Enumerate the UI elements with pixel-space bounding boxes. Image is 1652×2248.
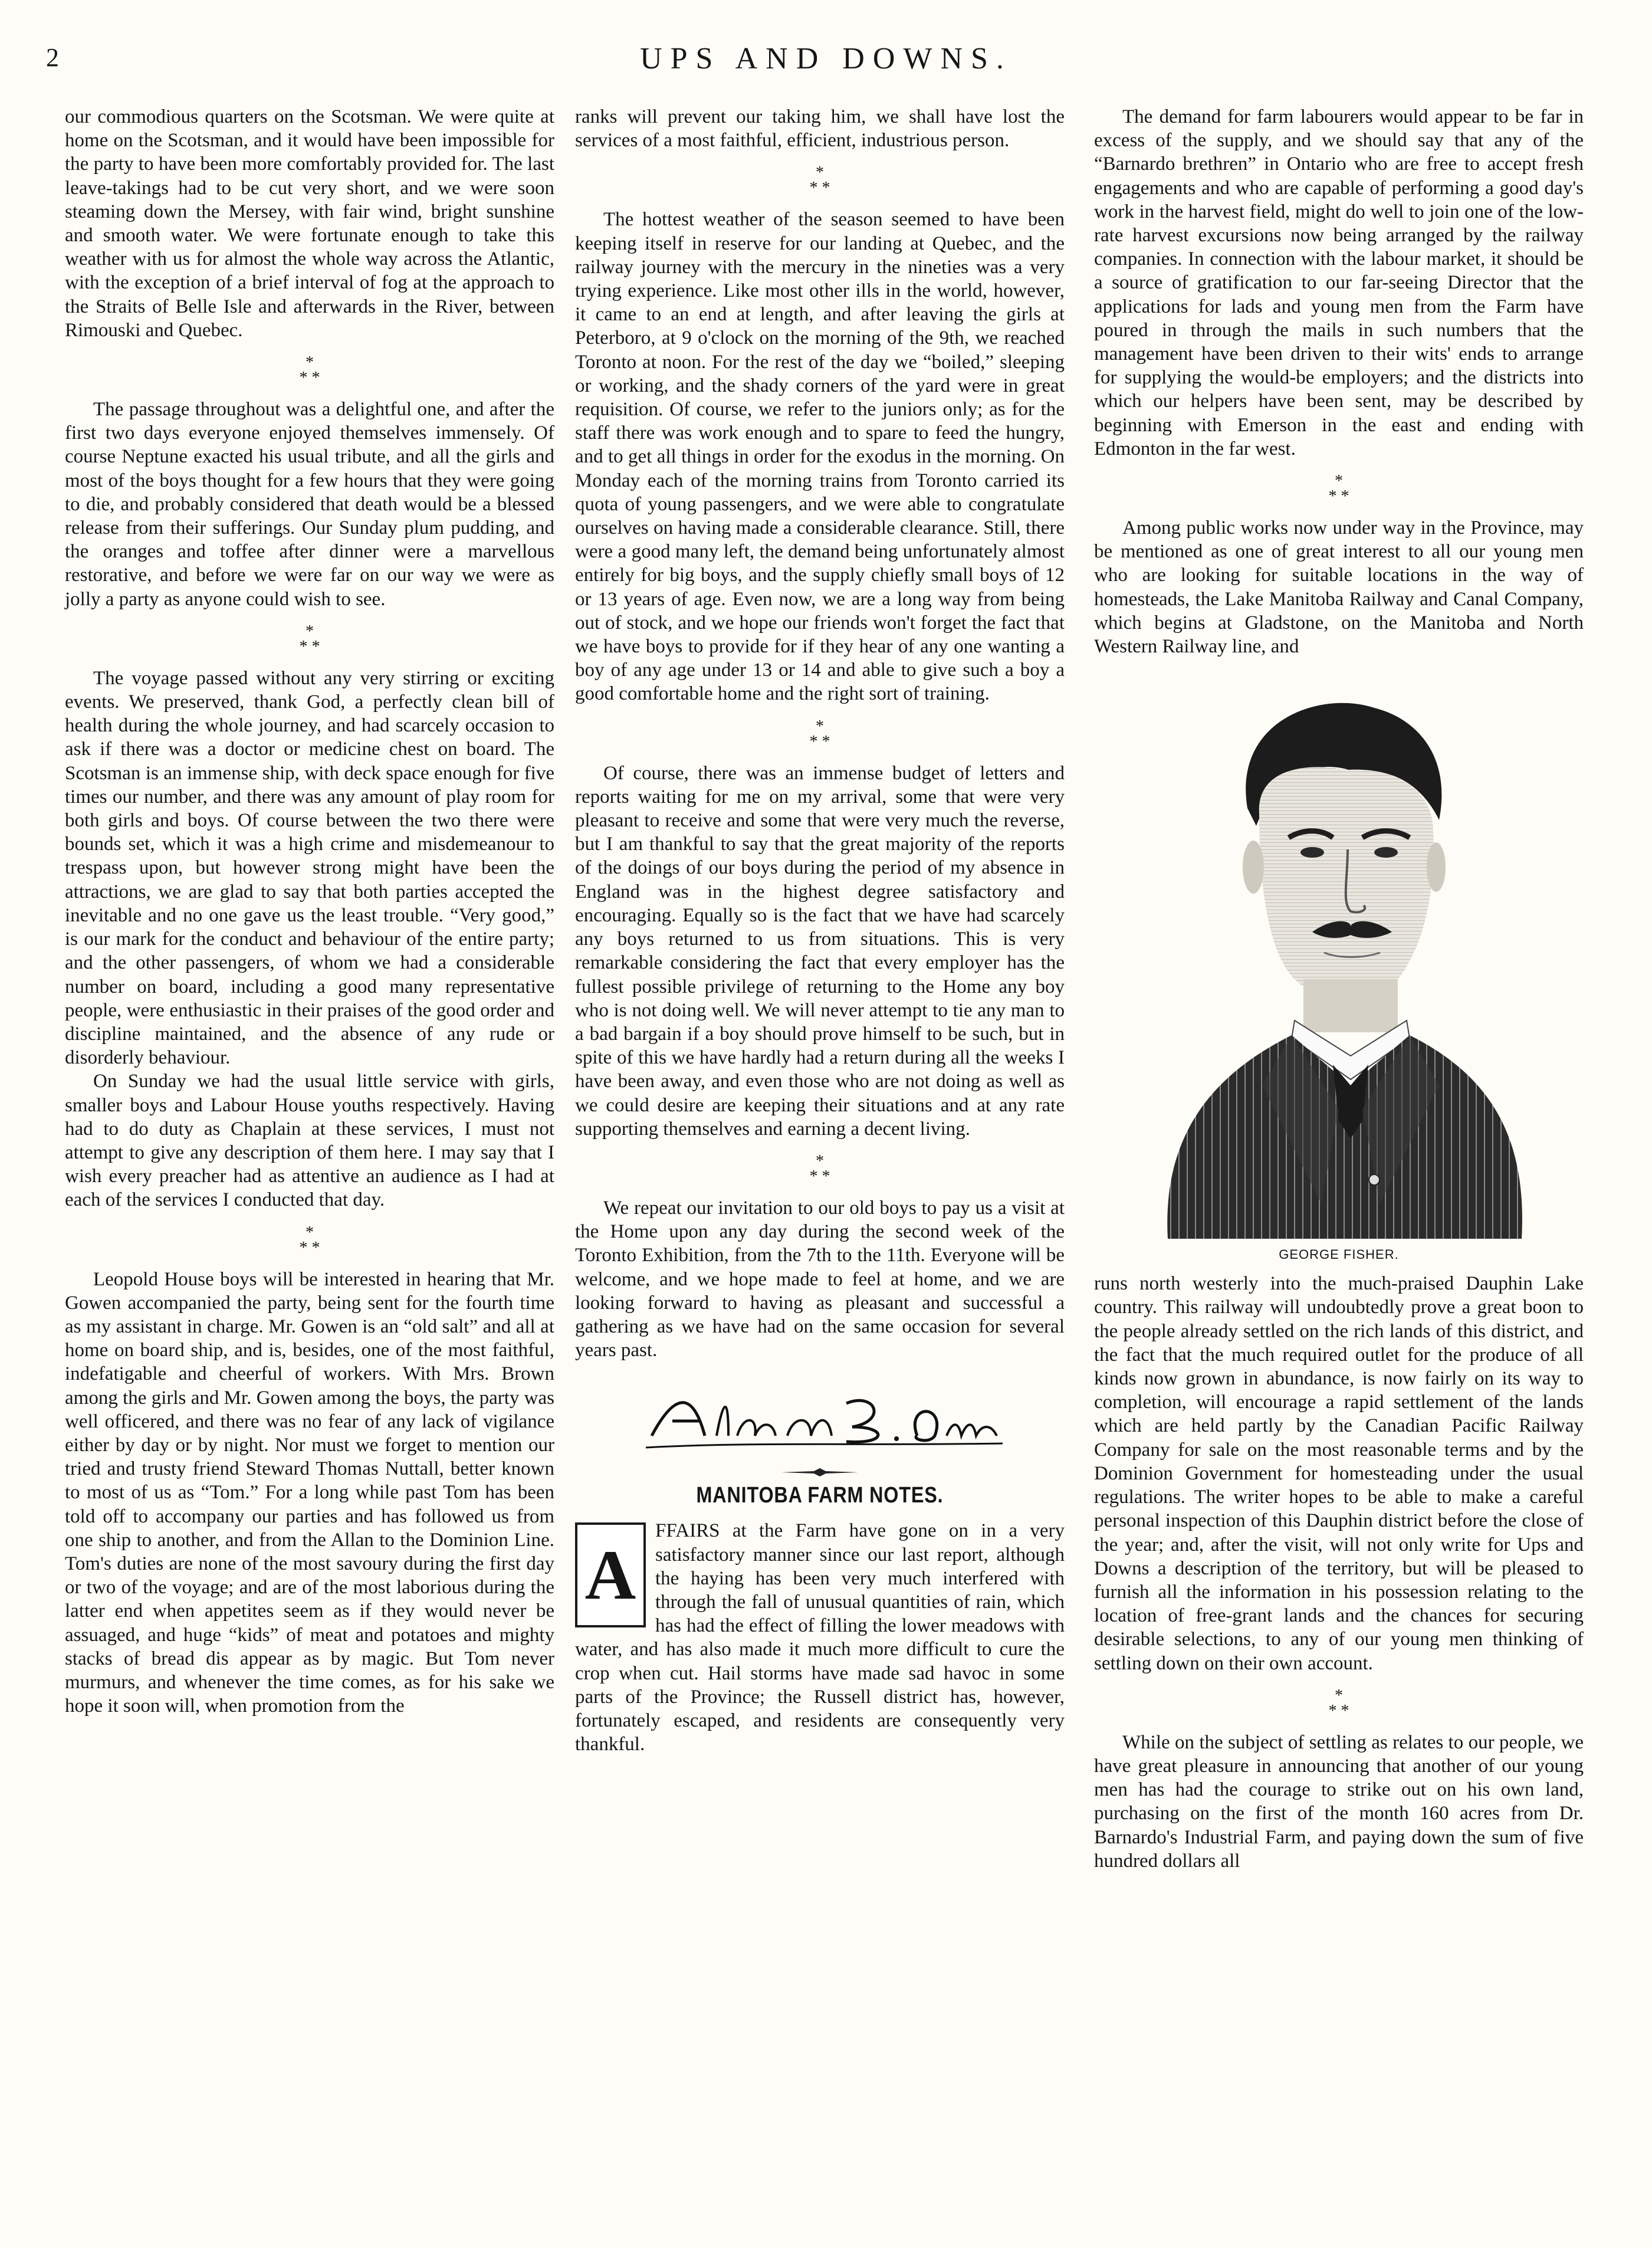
signature [575,1380,1065,1456]
asterism: * * * [299,1223,320,1257]
paragraph: The demand for farm labourers would appear to be far in excess of the supply, and we should say that any of the “Barnardo brethren” in Ontario who are free to accept fresh engagements and who are capable of performing a good day's work in the harvest field, might do well to join one of the low-rate harvest excursions now being arranged by the railway companies. In connection with the labour market, it should be a source of gratification to our far-seeing Director that the applications for lads and young men from the Farm have poured in through the mails in such numbers that the management have been driven to their wits' ends to arrange for supplying the would-be employers; and the districts into which our helpers have been sent, may be described by beginning with Emerson in the east and ending with Edmonton in the far west. [1094,106,1584,460]
paragraph: The hottest weather of the season seemed to have been keeping itself in reserve for our landing at Quebec, and the railway journey with the mercury in the nineties was a very trying experience. Like most other ills in the world, however, it came to an end at length, and after leaving the girls at Peterboro, at 9 o'clock on the morning of the 9th, we reached Toronto at noon. For the rest of the day we “boiled,” sleeping or working, and the shady corners of the yard were in great requisition. Of course, we refer to the juniors only; as for the staff there was work enough and to spare to feed the hungry, and to get all things in order for the exodus in the morning. On Monday each of the morning trains from Toronto carried its quota of young passengers, and we were able to congratulate ourselves on having made a considerable clearance. Still, there were a good many left, the demand being unfortunately almost entirely for big boys, and the supply chiefly small boys of 12 or 13 years of age. Even now, we are a long way from being out of stock, and we hope our friends won't forget the fact that we have boys to provide for if they hear of any one wanting a boy of any age under 13 or 14 and able to give such a boy a good comfortable home and the right sort of training. [575,209,1065,705]
paragraph: Among public works now under way in the Province, may be mentioned as one of great interest to all our young men who are looking for suitable locations in the way of homesteads, the Lake Manitoba Railway and Canal Company, which begins at Gladstone, on the Manitoba and North Western Railway line, and [1094,517,1584,658]
paragraph: runs north westerly into the much-praised Dauphin Lake country. This railway will undoubtedly prove a great boon to the people already settled on the rich lands of this district, and the fact that the much required outlet for the produce of all kinds now grown in abundance, is now fairly on its way to completion, will encourage a rapid settlement of the lands which are held partly by the Canadian Pacific Railway Company for sale on the most reasonable terms and by the Dominion Government for homesteading under the usual regulations. The writer hopes to be able to make a careful personal inspection of this Dauphin district before the close of the year; and, after the visit, will not only write for Ups and Downs a description of the territory, but will be pleased to furnish all the information in his possession relating to the location of free-grant lands and the chances for securing desirable selections, to any of our young men thinking of settling down on their own account. [1094,1273,1584,1674]
signature-image [640,1380,1006,1456]
paragraph: We repeat our invitation to our old boys to pay us a visit at the Home upon any day during the second week of the Toronto Exhibition, from the 7th to the 11th. Everyone will be welcome, and we hope made to feel at home, and we are looking forward to having as pleasant and successful a gathering as we have had on the same occasion for several years past. [575,1197,1065,1361]
column-2 [575,105,1065,1756]
paragraph: Of course, there was an immense budget of letters and reports waiting for me on my arrival, some that were very pleasant to receive and some that were very much the reverse, but I am thankful to say that the great majority of the reports of the doings of our boys during the period of my absence in England was in the highest degree satisfactory and encouraging. Equally so is the fact that we have had scarcely any boys returned to us from situations. This is very remarkable considering the fact that every employer has the fullest possible privilege of returning to the Home any boy who is not doing well. We will never attempt to tie any man to a bad bargain if a boy should prove himself to be such, but in spite of this we have hardly had a return during all the weeks I have been away, and even those who are not doing as well as we could desire are keeping their situations and at any rate supporting themselves and earning a decent living. [575,762,1065,1140]
paragraph: The voyage passed without any very stirring or exciting events. We preserved, thank God, a perfectly clean bill of health during the whole journey, and had scarcely occasion to ask if there was a doctor or medicine chest on board. The Scotsman is an immense ship, with deck space enough for five times our number, and there was any amount of play room for both girls and boys. Of course between the two there were bounds set, which it was a high crime and misdemeanour to trespass upon, but however strong might have been the attractions, we are glad to say that both parties accepted the inevitable and no one gave us the least trouble. “Very good,” is our mark for the conduct and behaviour of the entire party; and the other passengers, of whom we had a considerable number on board, including a good many representative people, were enthusiastic in their praises of the good order and discipline maintained, and the absence of any rude or disorderly behaviour. [65,667,554,1069]
asterism: * * * [1328,1686,1349,1720]
paragraph: ranks will prevent our taking him, we shall have lost the services of a most faithful, efficient, industrious person. [575,106,1065,152]
paragraph: our commodious quarters on the Scotsman. We were quite at home on the Scotsman, and it would have been impossible for the party to have been more comfortably provided for. The last leave-takings had to be cut very short, and we were soon steaming down the Mersey, with fair wind, bright sunshine and smooth water. We were fortunate enough to take this weather with us for almost the whole way across the Atlantic, with the exception of a brief interval of fog at the approach to the Straits of Belle Isle and afterwards in the River, between Rimouski and Quebec. [65,106,554,341]
portrait-caption: GEORGE FISHER. [1279,1247,1399,1262]
drop-cap: A [575,1522,646,1627]
paragraph: Leopold House boys will be interested in hearing that Mr. Gowen accompanied the party, being sent for the fourth time as my assistant in charge. Mr. Gowen is an “old salt” and all at home on board ship, and is, besides, one of the most faithful, indefatigable and cheerful of workers. With Mrs. Brown among the girls and Mr. Gowen among the boys, the party was well officered, and there was no fear of any lack of vigilance either by day or by night. Nor must we forget to mention our tried and trusty friend Steward Thomas Nuttall, better known to most of us as “Tom.” For a long while past Tom has been told off to accompany our parties and has followed us from one ship to another, and from the Allan to the Dominion Line. Tom's duties are none of the most savoury during the first day or two of the voyage; and are of the most laborious during the latter end when appetites seem as if they would never be assuaged, and huge “kids” of meat and potatoes and mighty stacks of bread dis appear as by magic. But Tom never murmurs, and whenever the time comes, as for his sake we hope it soon will, when promotion from the [65,1268,554,1717]
asterism: * * * [809,1151,830,1186]
paragraph: While on the subject of settling as relates to our people, we have great pleasure in announcing that another of our young men has had the courage to strike out on his own land, purchasing on the first of the month 160 acres from Dr. Barnardo's Industrial Farm, and paying down the sum of five hundred dollars all [1094,1731,1584,1872]
portrait [1094,672,1584,1239]
paragraph: On Sunday we had the usual little service with girls, smaller boys and Labour House youths respectively. Having had to do duty as Chaplain at these services, I must not attempt to give any description of them here. I may say that I wish every preacher had as attentive an audience as I had at each of the services I conducted that day. [65,1071,554,1211]
page-number: 2 [46,43,59,72]
asterism: * * * [1328,472,1349,506]
asterism: * * * [299,622,320,656]
section-title: MANITOBA FARM NOTES. [696,1483,944,1508]
section-divider [575,1468,1065,1479]
paragraph: FFAIRS at the Farm have gone on in a very satisfactory manner since our last report, although the haying has been very much interfered with through the fall of unusual quantities of rain, which has had the effect of filling the lower meadows with water, and has also made it much more difficult to cure the crop when cut. Hail storms have made sad havoc in some parts of the Province; the Russell district has, however, fortunately escaped, and residents are consequently very thankful. [575,1520,1065,1755]
portrait-image [1144,672,1533,1239]
asterism: * * * [809,717,830,751]
column-1 [65,105,554,1718]
column-3 [1094,105,1584,1873]
paragraph: The passage throughout was a delightful one, and after the first two days everyone enjoyed themselves immensely. Of course Neptune exacted his usual tribute, and all the girls and most of the boys thought for a few hours that they were going to die, and probably considered that death would be a blessed release from their sufferings. Our Sunday plum pudding, and the oranges and toffee after dinner were a marvellous restorative, and before we were far on our way we were as jolly a party as anyone could wish to see. [65,399,554,610]
running-title: UPS AND DOWNS. [640,42,1012,76]
asterism: * * * [299,353,320,388]
asterism: * * * [809,163,830,198]
